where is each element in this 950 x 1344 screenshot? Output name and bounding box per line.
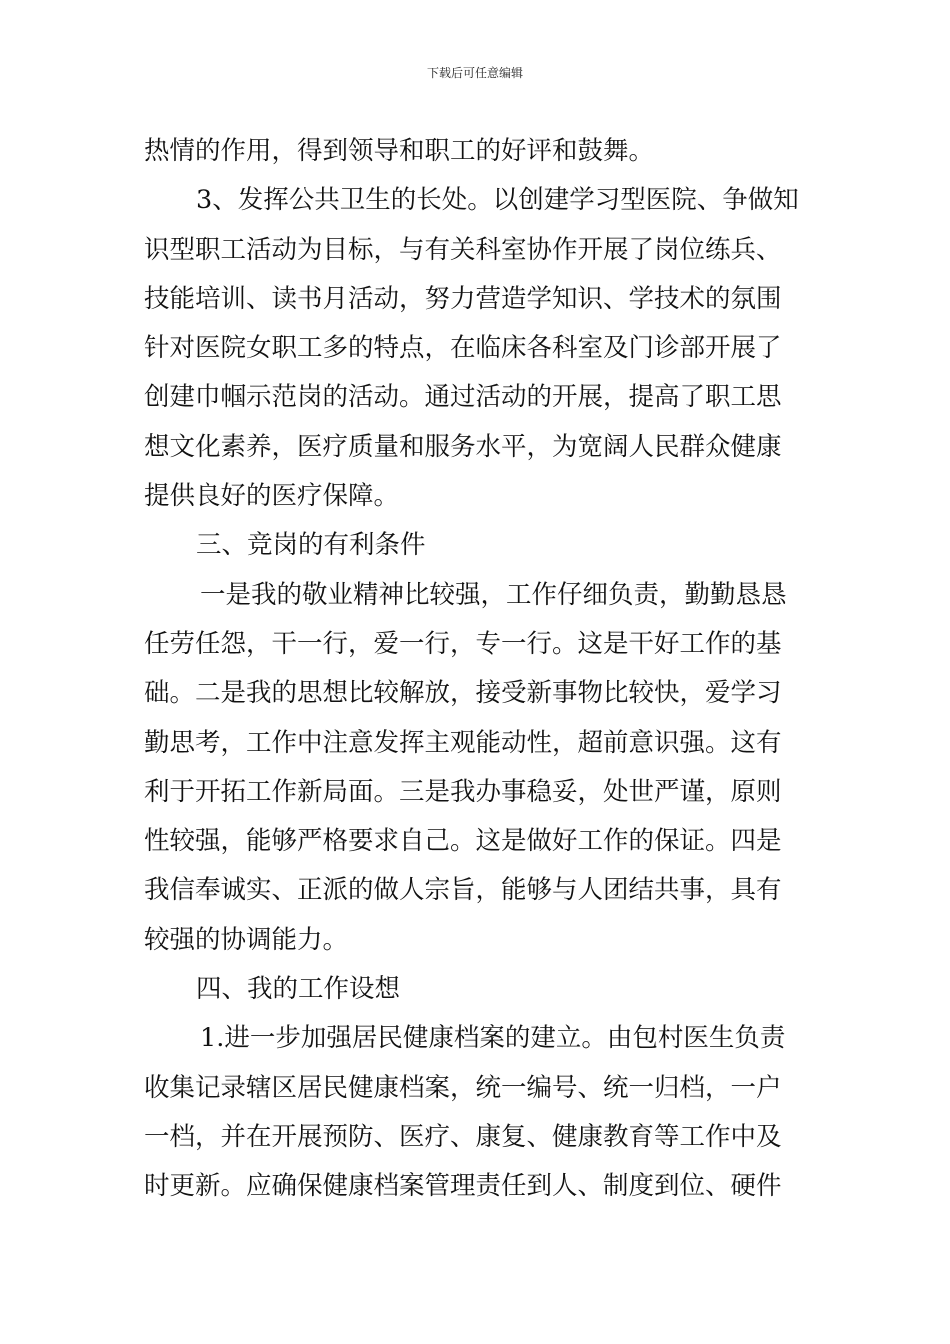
paragraph-line: 针对医院女职工多的特点，在临床各科室及门诊部开展了 bbox=[144, 333, 782, 364]
paragraph-line: 收集记录辖区居民健康档案，统一编号、统一归档，一户 bbox=[144, 1072, 782, 1103]
page-header-note: 下载后可任意编辑 bbox=[426, 66, 523, 80]
paragraph-line: 勤思考，工作中注意发挥主观能动性，超前意识强。这有 bbox=[144, 727, 782, 758]
paragraph-line: 技能培训、读书月活动，努力营造学知识、学技术的氛围 bbox=[144, 283, 782, 314]
paragraph-line: 我信奉诚实、正派的做人宗旨，能够与人团结共事，具有 bbox=[144, 875, 782, 906]
paragraph-line: 提供良好的医疗保障。 bbox=[144, 481, 400, 512]
paragraph-line: 利于开拓工作新局面。三是我办事稳妥，处世严谨，原则 bbox=[144, 776, 782, 807]
paragraph-line: 时更新。应确保健康档案管理责任到人、制度到位、硬件 bbox=[144, 1171, 782, 1202]
paragraph-line: 一是我的敬业精神比较强，工作仔细负责，勤勤恳恳 bbox=[200, 579, 787, 610]
section-heading: 三、竞岗的有利条件 bbox=[196, 530, 426, 561]
paragraph-line: 较强的协调能力。 bbox=[144, 924, 349, 955]
paragraph-line: 创建巾帼示范岗的活动。通过活动的开展，提高了职工思 bbox=[144, 382, 782, 413]
section-heading: 四、我的工作设想 bbox=[196, 974, 401, 1005]
paragraph-line: 热情的作用，得到领导和职工的好评和鼓舞。 bbox=[144, 136, 655, 166]
paragraph-line: 识型职工活动为目标，与有关科室协作开展了岗位练兵、 bbox=[144, 234, 782, 265]
paragraph-line: 3、发挥公共卫生的长处。以创建学习型医院、争做知 bbox=[196, 185, 799, 216]
paragraph-line: 一档，并在开展预防、医疗、康复、健康教育等工作中及 bbox=[144, 1121, 782, 1152]
paragraph-line: 1.进一步加强居民健康档案的建立。由包村医生负责 bbox=[200, 1023, 786, 1054]
paragraph-line: 性较强，能够严格要求自己。这是做好工作的保证。四是 bbox=[144, 826, 782, 857]
paragraph-line: 想文化素养，医疗质量和服务水平，为宽阔人民群众健康 bbox=[144, 431, 782, 462]
paragraph-line: 任劳任怨，干一行，爱一行，专一行。这是干好工作的基 bbox=[144, 628, 782, 659]
document-body bbox=[144, 127, 809, 1212]
paragraph-line: 础。二是我的思想比较解放，接受新事物比较快，爱学习 bbox=[144, 678, 782, 709]
